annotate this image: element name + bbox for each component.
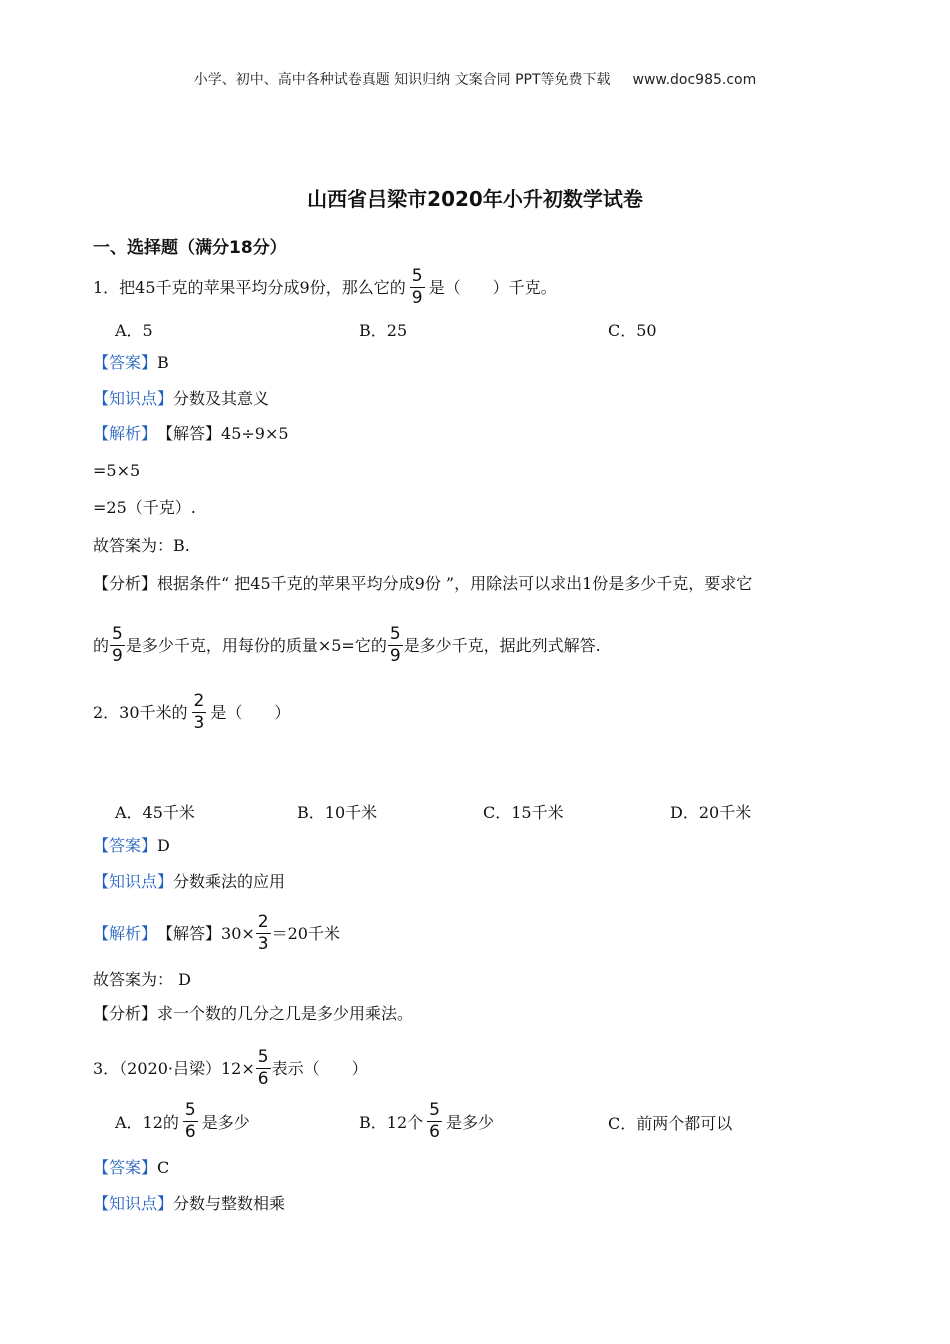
- q2-solution-fraction: $\frac{2}{3}$: [257, 912, 269, 954]
- q1-analysis-2: 的 $\frac{5}{9}$ 是多少千克，用每份的质量×5=它的 $\frac{5}{9}$ 是多少千克，据此列式解答.: [93, 624, 601, 666]
- q2-analysis: 【分析】 求一个数的几分之几是多少用乘法。: [93, 1004, 414, 1023]
- q3-option-b[interactable]: B．12个 $\frac{5}{6}$ 是多少: [359, 1100, 494, 1142]
- q3-knowledge: 【知识点】 分数与整数相乘: [93, 1194, 286, 1213]
- q2-answer: 【答案】 D: [93, 836, 170, 855]
- q2-conclusion: 故答案为： D: [93, 970, 191, 989]
- q2-knowledge: 【知识点】 分数乘法的应用: [93, 872, 286, 891]
- q1-analysis-fraction-2: $\frac{5}{9}$: [389, 624, 401, 666]
- q2-fraction: $\frac{2}{3}$: [193, 691, 205, 733]
- q1-analysis-1: 【分析】 根据条件“ 把45千克的苹果平均分成9份 ”，用除法可以求出1份是多少千克，要求它: [93, 574, 753, 593]
- q2-solution: 【解析】 【解答】 30× $\frac{2}{3}$ ＝20千米: [93, 912, 340, 954]
- page-header: [0, 69, 950, 89]
- q1-stem: 1．把45千克的苹果平均分成9份，那么它的 $\frac{5}{9}$ 是（ ）千克。: [93, 266, 557, 308]
- q3-option-a-fraction: $\frac{5}{6}$: [184, 1100, 196, 1142]
- q1-fraction: $\frac{5}{9}$: [411, 266, 423, 308]
- q1-option-a[interactable]: A．5: [115, 321, 153, 340]
- q1-option-b[interactable]: B．25: [359, 321, 408, 340]
- q1-answer: 【答案】 B: [93, 353, 169, 372]
- q1-option-c[interactable]: C．50: [608, 321, 657, 340]
- header-text: 小学、初中、高中各种试卷真题 知识归纳 文案合同 PPT等免费下载: [193, 72, 611, 88]
- q3-answer: 【答案】 C: [93, 1158, 170, 1177]
- q2-stem: 2．30千米的 $\frac{2}{3}$ 是（ ）: [93, 691, 291, 733]
- q1-solution: 【解析】 【解答】 45÷9×5: [93, 424, 289, 443]
- q2-option-a[interactable]: A．45千米: [115, 803, 195, 822]
- q3-fraction: $\frac{5}{6}$: [257, 1047, 269, 1089]
- q1-analysis-fraction-1: $\frac{5}{9}$: [112, 624, 123, 666]
- paper-title: 山西省吕梁市2020年小升初数学试卷: [307, 187, 643, 211]
- q1-step-3: =25（千克）.: [93, 498, 196, 517]
- q3-option-b-fraction: $\frac{5}{6}$: [429, 1100, 440, 1142]
- q3-stem: 3．（2020·吕梁）12× $\frac{5}{6}$ 表示（ ）: [93, 1047, 368, 1089]
- q2-option-b[interactable]: B．10千米: [297, 803, 378, 822]
- section-heading: 一、选择题（满分18分）: [93, 238, 287, 258]
- q3-option-c[interactable]: C．前两个都可以: [608, 1114, 733, 1133]
- header-site[interactable]: www.doc985.com: [632, 72, 757, 88]
- q2-option-d[interactable]: D．20千米: [670, 803, 752, 822]
- q1-conclusion: 故答案为：B.: [93, 536, 190, 555]
- q2-option-c[interactable]: C．15千米: [483, 803, 564, 822]
- q1-knowledge: 【知识点】 分数及其意义: [93, 389, 270, 408]
- q1-step-2: =5×5: [93, 461, 141, 480]
- q3-option-a[interactable]: A．12的 $\frac{5}{6}$ 是多少: [115, 1100, 250, 1142]
